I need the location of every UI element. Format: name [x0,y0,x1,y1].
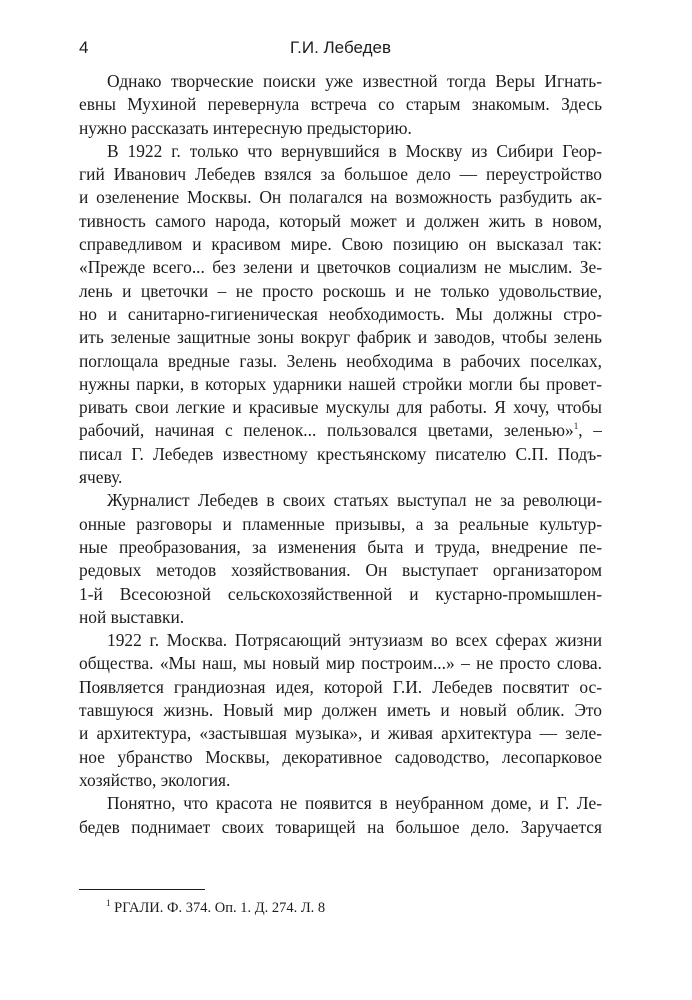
text-line: ячеву. [79,467,123,488]
text-line: ное убранство Москвы, декоративное садоводство, лесопарковое [79,746,602,767]
paragraph-5 [79,792,602,839]
text-line: Однако творческие поиски уже известной тогда Веры Игнать- [107,71,602,91]
footnote [106,899,325,917]
body-text [79,70,602,839]
text-line: и архитектура, «застывшая музыка», и живая архитектура — зеле- [79,723,602,744]
text-line: хозяйство, экология. [79,769,231,790]
text-line: В 1922 г. только что вернувшийся в Москву из Сибири Геор- [107,140,602,161]
text-line: нужны парки, в которых ударники нашей стройки могли бы провет- [79,373,602,394]
text-line: лень и цветочки – не просто роскошь и не только удовольствие, [79,280,602,301]
paragraph-1 [79,70,602,140]
text-line: евны Мухиной перевернула встреча со старым знакомым. Здесь [79,94,602,115]
text-line: нужно рассказать интересную предысторию. [79,117,412,138]
text-line: ной выставки. [79,606,185,627]
text-line-with-footnote [79,419,602,442]
text-line: ривать свои легкие и красивые мускулы для работы. Я хочу, чтобы [79,397,602,418]
text-line: 1-й Всесоюзной сельскохозяйственной и кустарно-промышлен- [79,583,602,604]
text-line: справедливом и красивом мире. Свою позицию он высказал так: [79,234,602,255]
text-line: но и санитарно-гигиеническая необходимость. Мы должны стро- [79,303,602,324]
text-line: общества. «Мы наш, мы новый мир построим...» – не просто слова. [79,653,602,674]
text-line: «Прежде всего... без зелени и цветочков социализм не мыслим. Зе- [79,257,602,278]
text-line: и озеленение Москвы. Он полагался на возможность разбудить ак- [79,187,602,208]
paragraph-3 [79,489,602,629]
text-line: 1922 г. Москва. Потрясающий энтузиазм во всех сферах жизни [107,630,602,651]
text-line: поглощала вредные газы. Зелень необходима в рабочих поселках, [79,350,602,371]
text-line: тавшуюся жизнь. Новый мир должен иметь и новый облик. Это [79,700,602,721]
running-head: Г.И. Лебедев [290,38,391,57]
text-line: тивность самого народа, который может и должен жить в новом, [79,210,602,231]
page-header [79,38,602,64]
page-number: 4 [79,38,89,57]
text-line: писал Г. Лебедев известному крестьянскому писателю С.П. Подъ- [79,443,602,464]
text-line: редовых методов хозяйствования. Он выступает организатором [79,560,602,581]
footnote-text: РГАЛИ. Ф. 374. Оп. 1. Д. 274. Л. 8 [114,900,326,916]
text-segment: рабочий, начиная с пеленок... пользовался цветами, зеленью» [79,420,574,441]
footnote-mark: 1 [106,898,111,909]
paragraph-2 [79,140,602,489]
text-line: Появляется грандиозная идея, которой Г.И. Лебедев посвятит ос- [79,676,602,697]
text-line: Журналист Лебедев в своих статьях выступал не за революци- [107,490,602,511]
paragraph-4 [79,629,602,792]
text-line: бедев поднимает своих товарищей на большое дело. Заручается [79,816,602,837]
text-line: ные преобразования, за изменения быта и труда, внедрение пе- [79,536,602,557]
footnote-reference: 1 [573,421,579,432]
text-line: Понятно, что красота не появится в неубранном доме, и Г. Ле- [107,793,602,814]
text-segment: , – [578,420,602,441]
text-line: онные разговоры и пламенные призывы, а за реальные культур- [79,513,602,534]
text-line: ить зеленые защитные зоны вокруг фабрик и заводов, чтобы зелень [79,327,602,348]
footnote-separator [79,889,205,890]
text-line: гий Иванович Лебедев взялся за большое дело — переустройство [79,164,602,185]
